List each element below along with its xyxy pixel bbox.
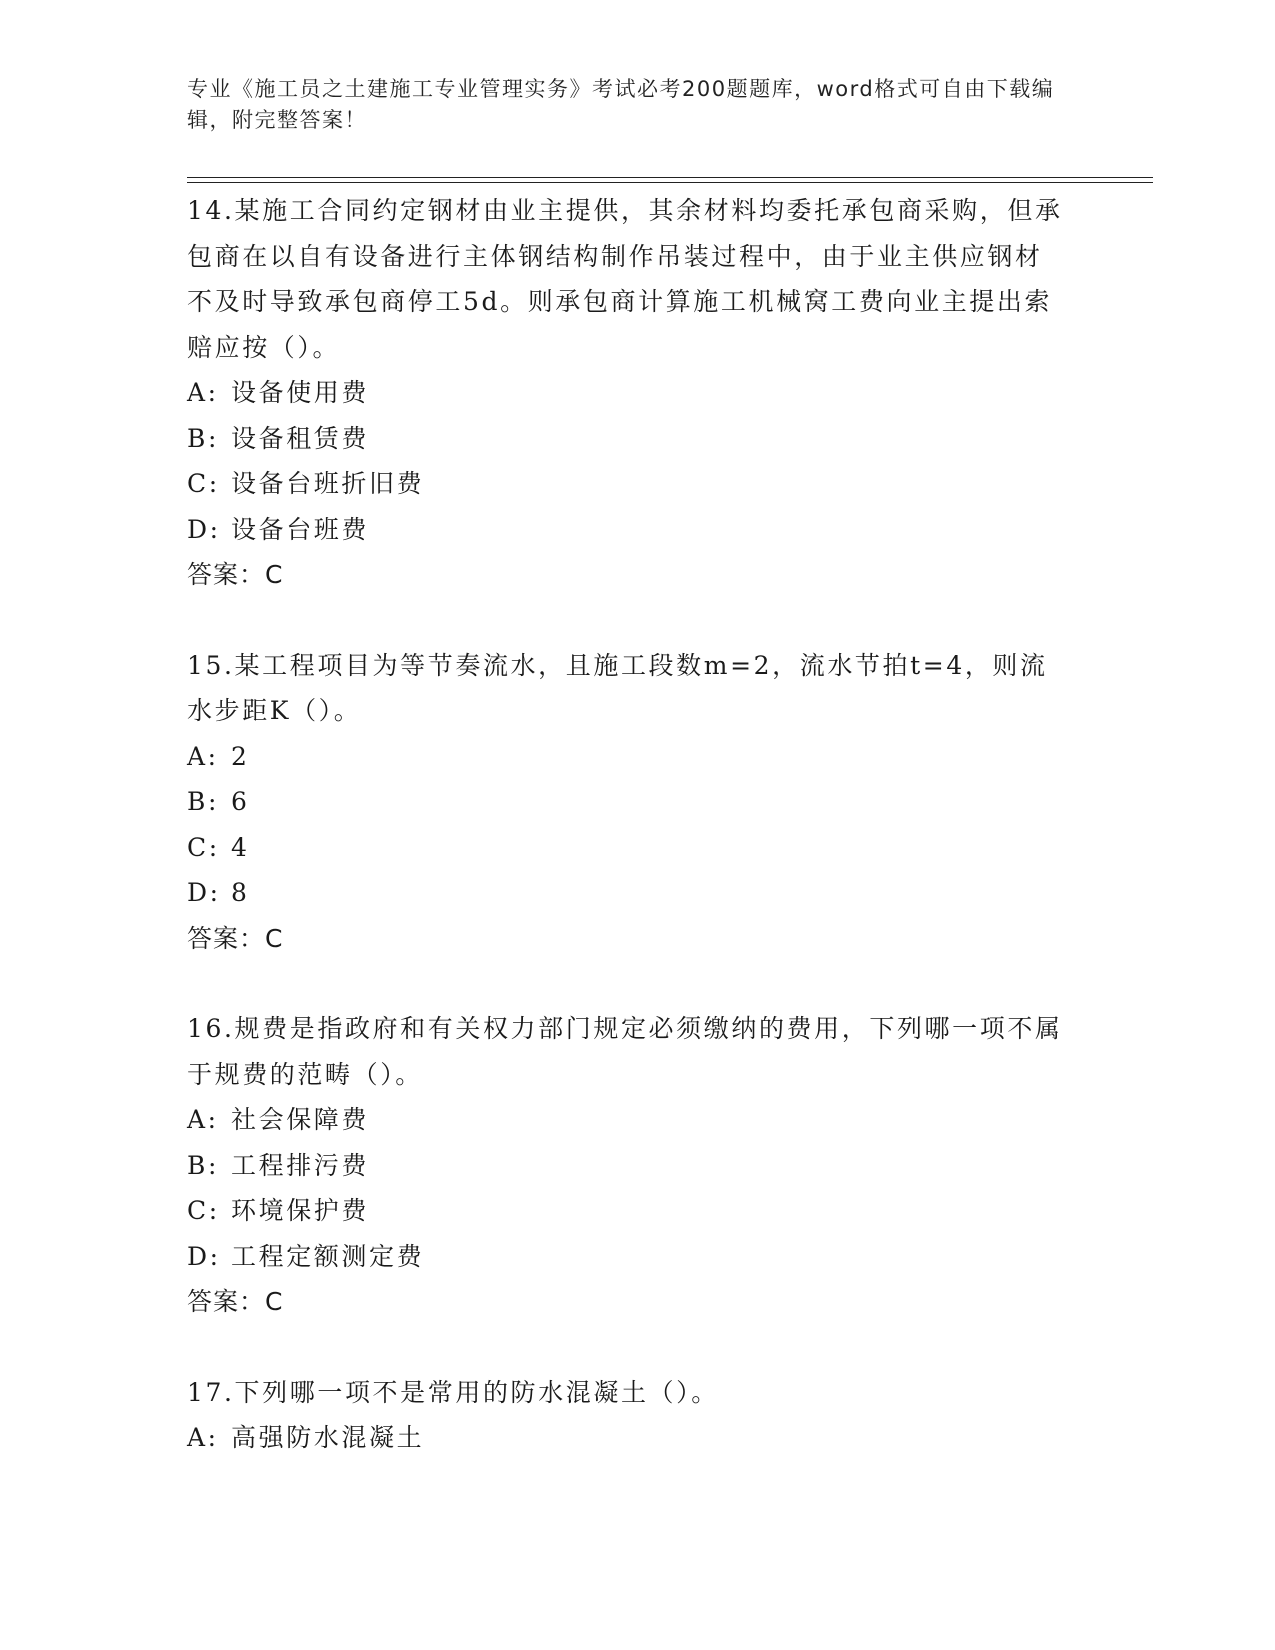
header-rule-top <box>187 177 1153 178</box>
option-a <box>187 734 1067 780</box>
option-key: A: <box>187 378 219 407</box>
option-a <box>187 370 1067 416</box>
option-text: 社会保障费 <box>231 1105 370 1134</box>
option-key: D: <box>187 1241 221 1271</box>
option-key: B: <box>187 787 219 816</box>
option-text: 设备使用费 <box>231 378 370 407</box>
option-c <box>187 825 1067 871</box>
option-key: A: <box>187 741 219 771</box>
option-key: C: <box>187 1196 220 1225</box>
option-key: B: <box>187 423 219 453</box>
option-text: 高强防水混凝土 <box>231 1423 425 1452</box>
option-key: C: <box>187 832 220 862</box>
answer: 答案：C <box>187 1287 284 1316</box>
question-text: 14.某施工合同约定钢材由业主提供，其余材料均委托承包商采购，但承包商在以自有设备进行主体钢结构制作吊装过程中，由于业主供应钢材不及时导致承包商停工5d。则承包商计算施工机械窝工费向业主提出索赔应按（）。 <box>187 196 1063 362</box>
option-d <box>187 507 1067 553</box>
option-text: 4 <box>231 832 250 862</box>
option-text: 工程定额测定费 <box>231 1241 425 1271</box>
option-key: B: <box>187 1150 219 1180</box>
option-b <box>187 1143 1067 1189</box>
question-16 <box>187 1006 1067 1325</box>
option-key: D: <box>187 514 221 544</box>
question-15 <box>187 643 1067 962</box>
option-key: A: <box>187 1423 219 1452</box>
option-key: D: <box>187 878 221 907</box>
option-text: 设备台班折旧费 <box>231 469 425 498</box>
option-key: C: <box>187 469 220 498</box>
option-c <box>187 1188 1067 1234</box>
option-a <box>187 1097 1067 1143</box>
option-text: 工程排污费 <box>231 1150 370 1180</box>
option-b <box>187 779 1067 825</box>
header-rule-bottom <box>187 182 1153 183</box>
document-header: 专业《施工员之土建施工专业管理实务》考试必考200题题库，word格式可自由下载编辑，附完整答案！ <box>187 77 1055 132</box>
question-list <box>187 188 1067 1506</box>
question-text: 15.某工程项目为等节奏流水，且施工段数m=2，流水节拍t=4，则流水步距K（）。 <box>187 650 1048 725</box>
option-text: 2 <box>231 741 250 771</box>
option-a <box>187 1415 1067 1461</box>
question-text: 17.下列哪一项不是常用的防水混凝土（）。 <box>187 1377 719 1407</box>
answer: 答案：C <box>187 560 284 589</box>
option-key: A: <box>187 1105 219 1134</box>
option-c <box>187 461 1067 507</box>
option-text: 8 <box>231 878 250 907</box>
option-b <box>187 416 1067 462</box>
question-17 <box>187 1370 1067 1461</box>
option-text: 环境保护费 <box>231 1196 370 1225</box>
question-14 <box>187 188 1067 598</box>
option-d <box>187 870 1067 916</box>
answer: 答案：C <box>187 923 284 953</box>
question-text: 16.规费是指政府和有关权力部门规定必须缴纳的费用，下列哪一项不属于规费的范畴（）。 <box>187 1014 1063 1089</box>
option-text: 设备租赁费 <box>231 423 370 453</box>
option-d <box>187 1234 1067 1280</box>
option-text: 6 <box>231 787 250 816</box>
option-text: 设备台班费 <box>231 514 370 544</box>
